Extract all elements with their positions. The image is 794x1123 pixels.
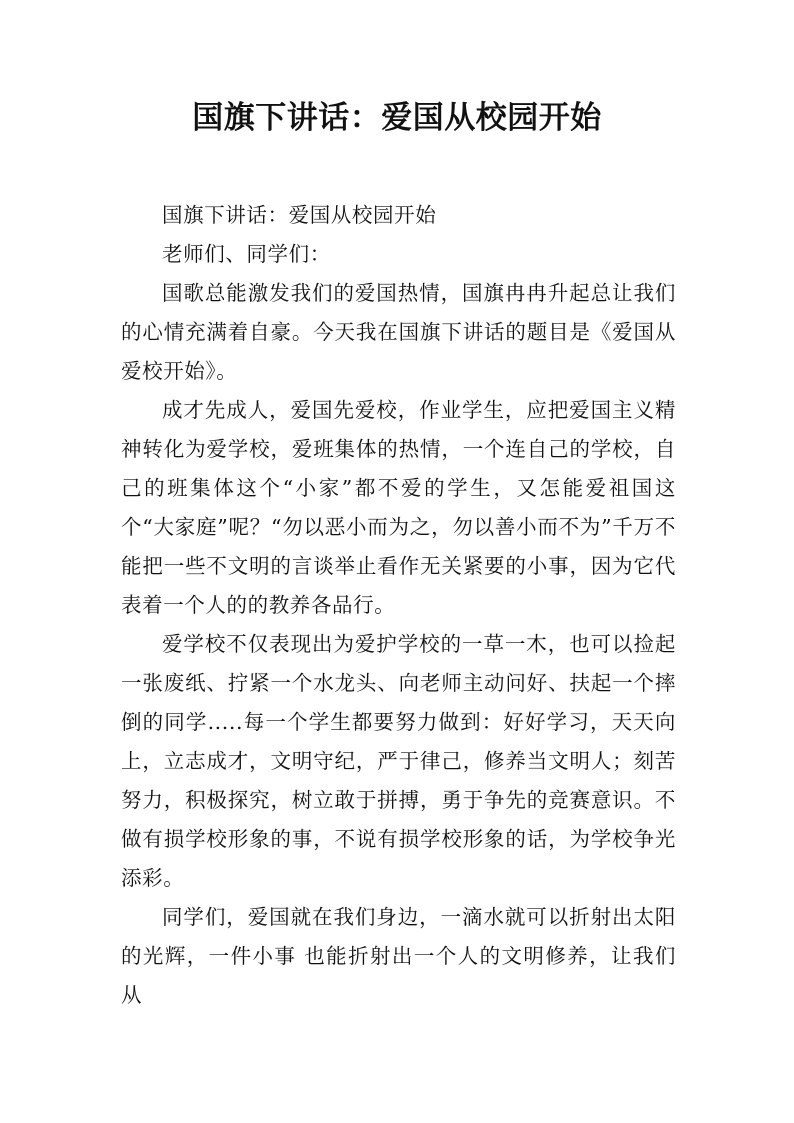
document-body bbox=[121, 196, 676, 1015]
paragraph-subtitle: 国旗下讲话：爱国从校园开始 bbox=[162, 203, 437, 227]
paragraph: 成才先成人，爱国先爱校，作业学生，应把爱国主义精神转化为爱学校，爱班集体的热情，一个连自己的学校，自己的班集体这个“小家”都不爱的学生，又怎能爱祖国这个“大家庭”呢？“勿以恶小而为之，勿以善小而不为”千万不能把一些不文明的言谈举止看作无关紧要的小事，因为它代表着一个人的的教养各品行。 bbox=[121, 398, 676, 617]
paragraph-greeting: 老师们、同学们： bbox=[162, 242, 331, 266]
paragraph: 同学们，爱国就在我们身边，一滴水就可以折射出太阳的光辉，一件小事 也能折射出一个人的文明修养，让我们从 bbox=[121, 905, 676, 1007]
paragraph: 国歌总能激发我们的爱国热情，国旗冉冉升起总让我们的心情充满着自豪。今天我在国旗下讲话的题目是《爱国从爱校开始》。 bbox=[121, 281, 676, 383]
document-title: 国旗下讲话：爱国从校园开始 bbox=[192, 100, 602, 136]
paragraph: 爱学校不仅表现出为爱护学校的一草一木，也可以捡起一张废纸、拧紧一个水龙头、向老师主动问好、扶起一个摔倒的同学.....每一个学生都要努力做到：好好学习，天天向上，立志成才，文明守纪，严于律己，修养当文明人；刻苦努力，积极探究，树立敢于拼搏，勇于争先的竞赛意识。不做有损学校形象的事，不说有损学校形象的话，为学校争光添彩。 bbox=[121, 632, 676, 890]
